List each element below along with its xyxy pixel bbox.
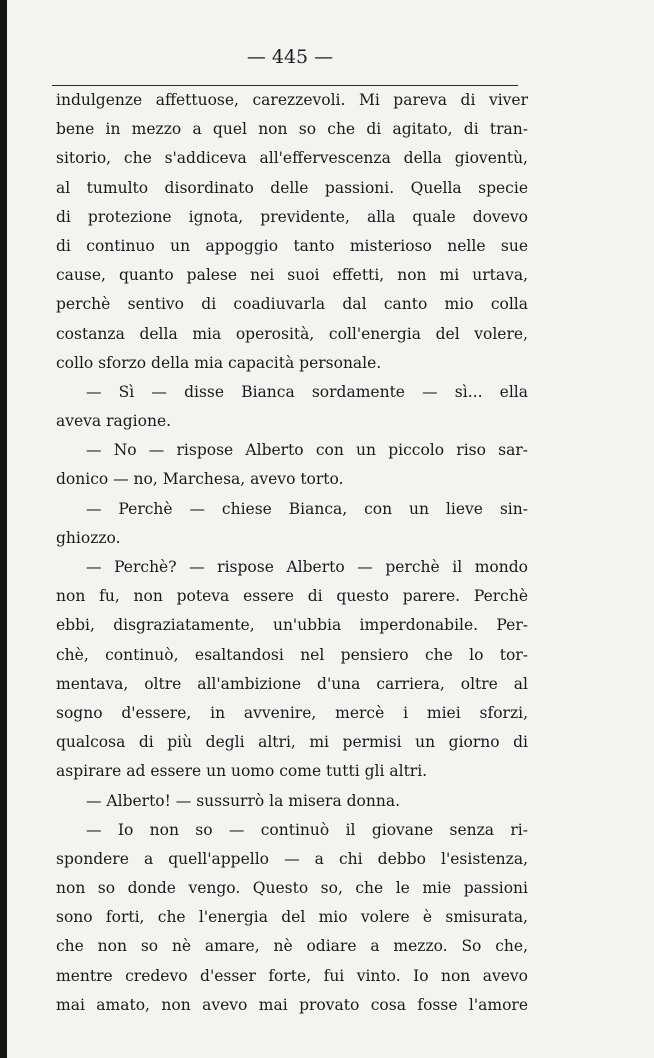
text-line: costanza della mia operosità, coll'energia del volere, [56, 324, 528, 343]
body-text [56, 86, 528, 1020]
page-number: — 445 — [246, 46, 334, 68]
text-line: collo sforzo della mia capacità personale. [56, 353, 382, 372]
text-line: spondere a quell'appello — a chi debbo l'esistenza, [56, 849, 528, 868]
text-line: non fu, non poteva essere di questo parere. Perchè [56, 587, 528, 606]
text-line: al tumulto disordinato delle passioni. Quella specie [56, 178, 528, 197]
text-line: che non so nè amare, nè odiare a mezzo. So che, [56, 937, 528, 956]
text-line: di protezione ignota, previdente, alla quale dovevo [56, 207, 528, 226]
text-line: aspirare ad essere un uomo come tutti gli altri. [56, 762, 428, 781]
text-line: chè, continuò, esaltandosi nel pensiero che lo tor- [56, 645, 528, 664]
text-line: mentava, oltre all'ambizione d'una carriera, oltre al [56, 674, 528, 693]
text-line: ebbi, disgraziatamente, un'ubbia imperdonabile. Per- [56, 616, 528, 635]
text-line: — Sì — disse Bianca sordamente — sì... ella [86, 382, 528, 401]
text-line: aveva ragione. [56, 412, 172, 431]
text-line: — Perchè — chiese Bianca, con un lieve sin- [86, 499, 528, 518]
text-line: qualcosa di più degli altri, mi permisi un giorno di [56, 733, 528, 752]
text-line: — Perchè? — rispose Alberto — perchè il mondo [86, 558, 528, 576]
text-line: non so donde vengo. Questo so, che le mie passioni [56, 879, 528, 898]
text-line: ghiozzo. [56, 528, 121, 547]
text-line: donico — no, Marchesa, avevo torto. [56, 470, 344, 489]
text-line: sogno d'essere, in avvenire, mercè i miei sforzi, [56, 703, 528, 722]
text-line: indulgenze affettuose, carezzevoli. Mi pareva di viver [56, 91, 528, 109]
text-line: mentre credevo d'esser forte, fui vinto. Io non avevo [56, 966, 528, 985]
text-line: mai amato, non avevo mai provato cosa fosse l'amore [56, 995, 528, 1014]
text-line: sitorio, che s'addiceva all'effervescenza della gioventù, [56, 149, 528, 168]
text-line: perchè sentivo di coadiuvarla dal canto mio colla [56, 295, 528, 314]
text-line: — No — rispose Alberto con un piccolo riso sar- [86, 441, 528, 460]
text-line: di continuo un appoggio tanto misterioso nelle sue [56, 236, 528, 255]
text-line: sono forti, che l'energia del mio volere è smisurata, [56, 908, 528, 927]
text-line: — Alberto! — sussurrò la misera donna. [86, 791, 401, 810]
binding-edge [0, 0, 7, 1058]
text-line: — Io non so — continuò il giovane senza ri- [86, 820, 528, 839]
text-line: bene in mezzo a quel non so che di agitato, di tran- [56, 120, 528, 139]
text-line: cause, quanto palese nei suoi effetti, non mi urtava, [56, 266, 528, 285]
